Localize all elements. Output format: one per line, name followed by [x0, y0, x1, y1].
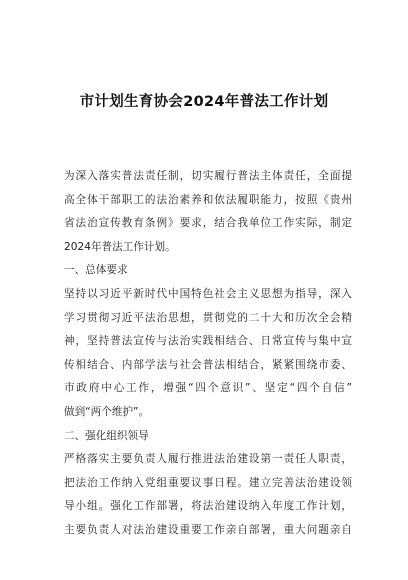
body-line: 传相结合、内部学法与社会普法相结合，紧紧围绕市委、	[64, 358, 352, 371]
body-line: 坚持以习近平新时代中国特色社会主义思想为指导，深入	[64, 287, 352, 300]
section-heading: 二、强化组织领导	[64, 429, 149, 442]
section-heading: 一、总体要求	[64, 264, 128, 277]
body-line: 2024年普法工作计划。	[64, 240, 176, 253]
body-line: 为深入落实普法责任制，切实履行普法主体责任，全面提	[64, 170, 352, 182]
document-body	[64, 165, 352, 543]
body-line: 主要负责人对法治建设重要工作亲自部署，重大问题亲自	[64, 523, 352, 536]
body-line: 学习贯彻习近平法治思想，贯彻党的二十大和历次全会精	[64, 311, 352, 324]
body-line: 导小组。强化工作部署，将法治建设纳入年度工作计划，	[64, 500, 352, 513]
document-title: 市计划生育协会2024年普法工作计划	[79, 94, 329, 110]
body-line: 严格落实主要负责人履行推进法治建设第一责任人职责，	[64, 453, 352, 466]
body-line: 把法治工作纳入党组重要议事日程。建立完善法治建设领	[64, 476, 352, 489]
body-line: 神，坚持普法宣传与法治实践相结合、日常宣传与集中宣	[64, 335, 352, 348]
body-line: 省法治宣传教育条例》要求，结合我单位工作实际，制定	[64, 217, 352, 230]
body-line: 市政府中心工作，增强“四个意识”、坚定“四个自信”	[64, 382, 352, 395]
body-line: 高全体干部职工的法治素养和依法履职能力，按照《贵州	[64, 193, 352, 206]
body-line: 做到“两个维护”。	[64, 405, 150, 418]
